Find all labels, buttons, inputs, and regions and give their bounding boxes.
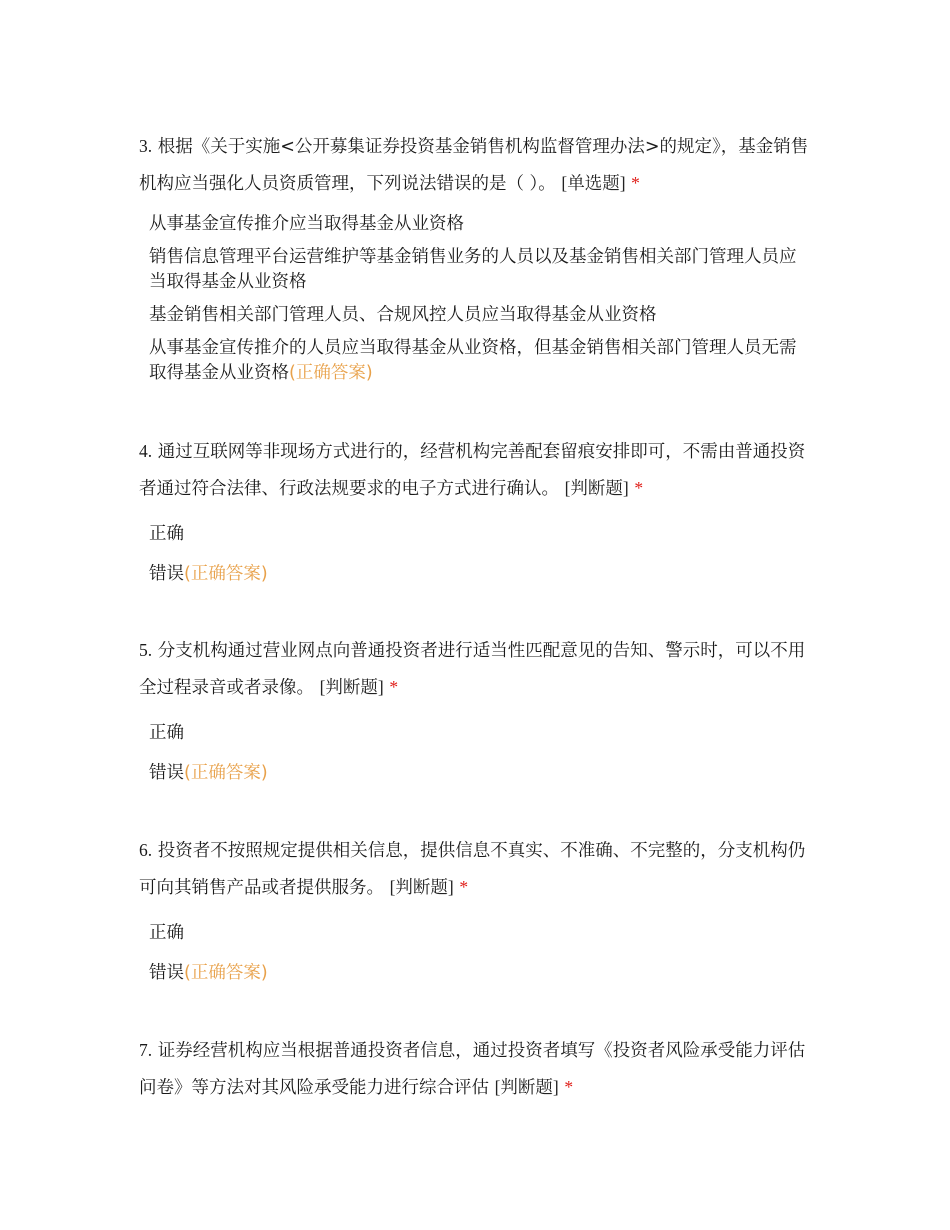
question-stem (139, 128, 817, 202)
option-list (139, 921, 817, 986)
question-text: 根据《关于实施<公开募集证券投资基金销售机构监督管理办法>的规定》，基金销售机构应当强化人员资质管理，下列说法错误的是（ ）。 (139, 137, 809, 194)
question-5 (139, 632, 817, 786)
option-false[interactable] (139, 562, 809, 587)
question-number: 3. (139, 136, 153, 156)
question-type: [单选题] (561, 173, 626, 193)
question-stem (139, 1032, 817, 1106)
question-text: 分支机构通过营业网点向普通投资者进行适当性匹配意见的告知、警示时，可以不用全过程录音或者录像。 (139, 641, 806, 698)
option-false[interactable] (139, 961, 809, 986)
option-text: 基金销售相关部门管理人员、合规风控人员应当取得基金从业资格 (149, 305, 657, 325)
question-type: [判断题] (389, 877, 454, 897)
option-d[interactable] (139, 336, 809, 386)
option-list (139, 721, 817, 786)
question-text: 通过互联网等非现场方式进行的，经营机构完善配套留痕安排即可，不需由普通投资者通过符合法律、行政法规要求的电子方式进行确认。 (139, 442, 806, 499)
question-text: 证券经营机构应当根据普通投资者信息，通过投资者填写《投资者风险承受能力评估问卷》等方法对其风险承受能力进行综合评估 (139, 1041, 806, 1098)
question-7 (139, 1032, 817, 1106)
option-text: 正确 (149, 723, 184, 743)
question-stem (139, 832, 817, 906)
question-stem (139, 632, 817, 706)
option-true[interactable] (139, 522, 809, 547)
required-mark: * (389, 677, 399, 697)
required-mark: * (459, 877, 469, 897)
question-number: 6. (139, 840, 153, 860)
question-number: 5. (139, 640, 153, 660)
question-number: 7. (139, 1040, 153, 1060)
option-text: 错误 (149, 564, 184, 584)
question-type: [判断题] (319, 677, 384, 697)
correct-answer-tag: (正确答案) (184, 963, 268, 983)
option-text: 错误 (149, 963, 184, 983)
correct-answer-tag: (正确答案) (184, 763, 268, 783)
question-type: [判断题] (494, 1077, 559, 1097)
option-text: 正确 (149, 923, 184, 943)
option-list (139, 212, 817, 386)
correct-answer-tag: (正确答案) (184, 564, 268, 584)
option-list (139, 522, 817, 587)
option-true[interactable] (139, 921, 809, 946)
option-a[interactable] (139, 212, 809, 237)
option-text: 错误 (149, 763, 184, 783)
option-text: 正确 (149, 524, 184, 544)
question-stem (139, 433, 817, 507)
required-mark: * (631, 173, 640, 193)
option-true[interactable] (139, 721, 809, 746)
required-mark: * (634, 478, 644, 498)
option-b[interactable] (139, 245, 809, 295)
option-text: 从事基金宣传推介的人员应当取得基金从业资格，但基金销售相关部门管理人员无需取得基金从业资格 (149, 338, 797, 383)
question-number: 4. (139, 441, 153, 461)
required-mark: * (564, 1077, 574, 1097)
question-text: 投资者不按照规定提供相关信息，提供信息不真实、不准确、不完整的，分支机构仍可向其销售产品或者提供服务。 (139, 841, 806, 898)
question-3 (139, 128, 817, 386)
question-type: [判断题] (564, 478, 629, 498)
option-false[interactable] (139, 761, 809, 786)
question-6 (139, 832, 817, 986)
option-c[interactable] (139, 303, 809, 328)
option-text: 从事基金宣传推介应当取得基金从业资格 (149, 214, 464, 234)
option-text: 销售信息管理平台运营维护等基金销售业务的人员以及基金销售相关部门管理人员应当取得基金从业资格 (149, 247, 797, 292)
question-4 (139, 433, 817, 587)
correct-answer-tag: (正确答案) (289, 363, 373, 383)
